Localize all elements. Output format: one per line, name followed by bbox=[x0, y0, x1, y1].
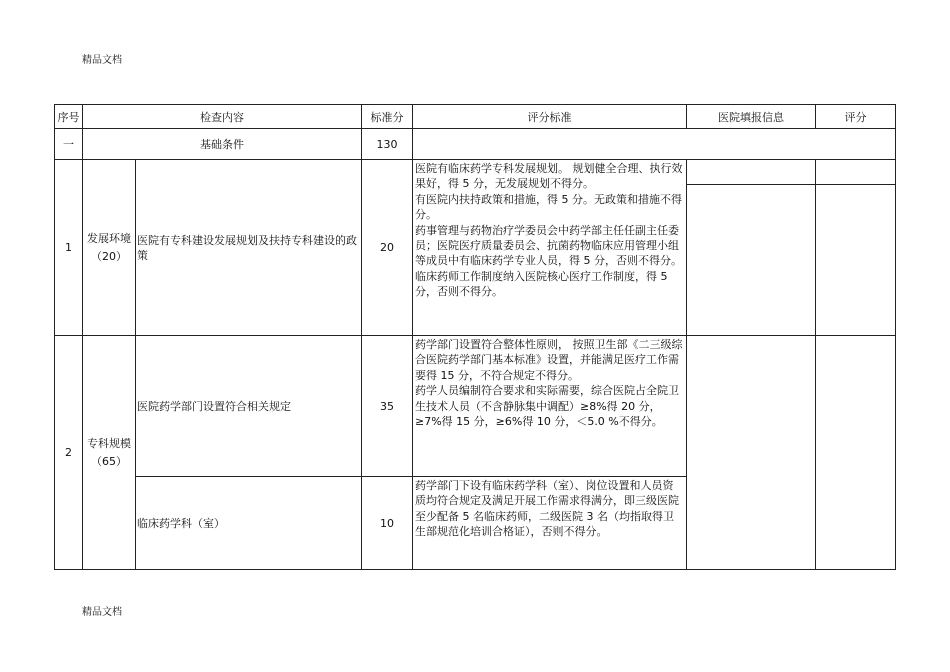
row1-criteria bbox=[413, 160, 687, 336]
row1-index: 1 bbox=[55, 160, 83, 336]
section-index: 一 bbox=[55, 129, 83, 160]
col-hospital-info-header: 医院填报信息 bbox=[687, 105, 816, 129]
row2-item-b: 临床药学科（室） bbox=[136, 477, 362, 570]
row2-rating bbox=[816, 336, 896, 570]
criteria-line: 药学部门设置符合整体性原则， 按照卫生部《二三级综合医院药学部门基本标准》设置，并能满足医疗工作需要得 15 分，不符合规定不得分。 bbox=[415, 338, 683, 382]
section-title: 基础条件 bbox=[83, 129, 362, 160]
row1-category: 发展环境（20） bbox=[83, 160, 136, 336]
row2-item-a: 医院药学部门设置符合相关规定 bbox=[136, 336, 362, 477]
row2-criteria-a bbox=[413, 336, 687, 477]
col-rating-header: 评分 bbox=[816, 105, 896, 129]
row1-hospital-info bbox=[687, 160, 816, 336]
page-header: 精品文档 bbox=[82, 55, 122, 66]
criteria-line: 药学人员编制符合要求和实际需要，综合医院占全院卫生技术人员（不含静脉集中调配）≥8%得 20 分，≥7%得 15 分，≥6%得 10 分，＜5.0 %不得分。 bbox=[415, 384, 679, 429]
evaluation-table bbox=[54, 104, 896, 570]
row2-score-a: 35 bbox=[362, 336, 413, 477]
row2-index: 2 bbox=[55, 336, 83, 570]
col-criteria-header: 评分标准 bbox=[413, 105, 687, 129]
page-footer: 精品文档 bbox=[82, 607, 122, 618]
section-empty bbox=[413, 129, 896, 160]
criteria-line: 有医院内扶持政策和措施，得 5 分。无政策和措施不得分。 bbox=[415, 192, 682, 222]
section-row bbox=[55, 129, 896, 160]
row2-hospital-info bbox=[687, 336, 816, 570]
row2-criteria-b bbox=[413, 477, 687, 570]
row1-item: 医院有专科建设发展规划及扶持专科建设的政策 bbox=[136, 160, 362, 336]
criteria-line: 药学部门下设有临床药学科（室）、岗位设置和人员资质均符合规定及满足开展工作需求得满分，即三级医院至少配备 5 名临床药师，二级医院 3 名（均指取得卫生部规范化培训合格证），否则不得分。 bbox=[415, 479, 679, 539]
col-content-header: 检查内容 bbox=[83, 105, 362, 129]
section-score: 130 bbox=[362, 129, 413, 160]
table-row bbox=[55, 336, 896, 477]
col-score-header: 标准分 bbox=[362, 105, 413, 129]
header-row bbox=[55, 105, 896, 129]
row2-category: 专科规模（65） bbox=[83, 336, 136, 570]
criteria-line: 药事管理与药物治疗学委员会中药学部主任任副主任委员；医院医疗质量委员会、抗菌药物临床应用管理小组等成员中有临床药学专业人员，得 5 分，否则不得分。 bbox=[415, 223, 682, 268]
row1-score: 20 bbox=[362, 160, 413, 336]
criteria-line: 医院有临床药学专科发展规划。 规划健全合理、执行效果好，得 5 分，无发展规划不得分。 bbox=[415, 162, 683, 191]
criteria-line: 临床药师工作制度纳入医院核心医疗工作制度，得 5 分，否则不得分。 bbox=[415, 269, 668, 299]
col-index-header: 序号 bbox=[55, 105, 83, 129]
row1-rating bbox=[816, 160, 896, 336]
table-row bbox=[55, 160, 896, 336]
row2-score-b: 10 bbox=[362, 477, 413, 570]
